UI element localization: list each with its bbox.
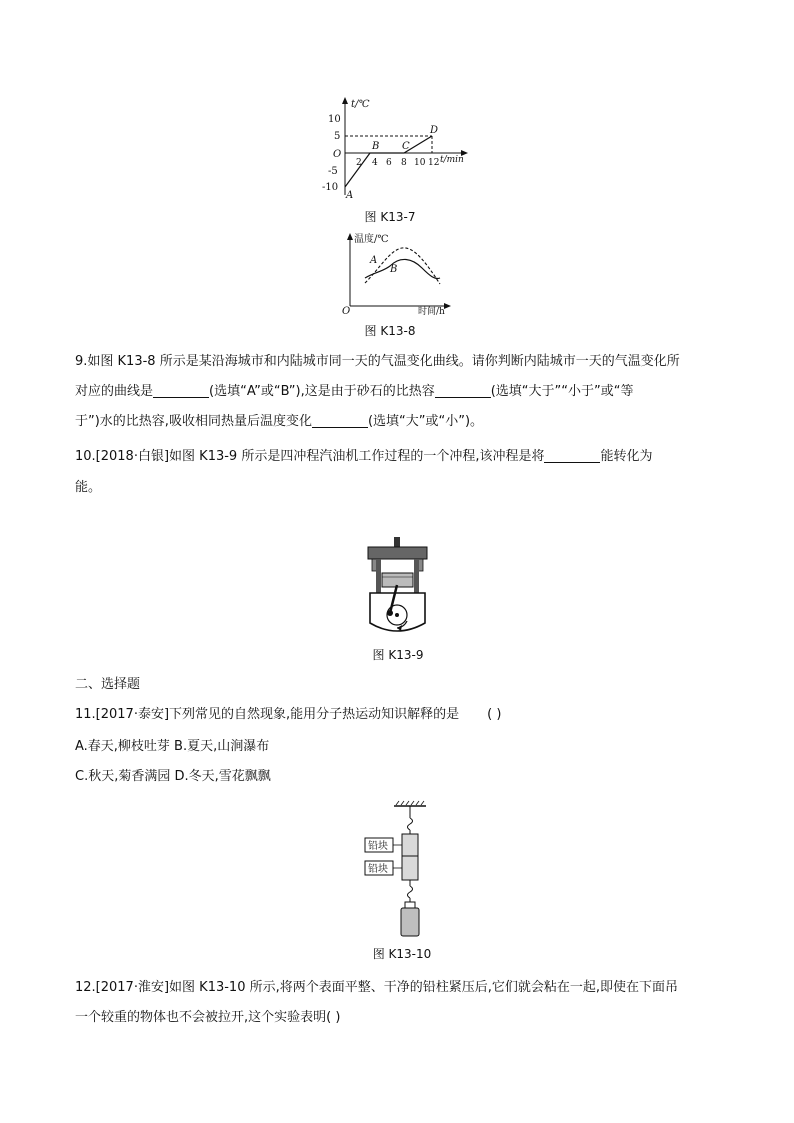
x-tick-label: 6 — [386, 158, 392, 168]
q9-text: (选填“大”或“小”)。 — [367, 414, 484, 429]
figure-k13-7 — [320, 95, 480, 205]
q10-line-1 — [75, 447, 652, 467]
x-tick-label: 12 — [428, 158, 440, 168]
y-axis-label: 温度/℃ — [354, 234, 389, 245]
q10-text: 能转化为 — [600, 449, 653, 464]
answer-paren[interactable]: ( ) — [487, 707, 502, 722]
q12-line-1: 12.[2017·淮安]如图 K13-10 所示,将两个表面平整、干净的铅柱紧压后,它们就会粘在一起,即使在下面吊 — [75, 980, 678, 995]
y-tick-label: O — [333, 149, 342, 160]
figure-k13-10-lead-blocks — [360, 800, 440, 940]
figure-k13-9-engine — [360, 535, 435, 640]
figure-k13-10-caption: 图 K13-10 — [372, 947, 432, 961]
y-axis-label: t/℃ — [351, 99, 370, 110]
q10-line-2: 能。 — [75, 480, 102, 495]
q9-text: (选填“A”或“B”),这是由于砂石的比热容 — [209, 384, 435, 399]
lead-block-label: 铅块 — [368, 841, 388, 852]
answer-blank[interactable] — [312, 413, 368, 428]
point-label-d: D — [430, 125, 439, 136]
q9-line-1: 9.如图 K13-8 所示是某沿海城市和内陆城市同一天的气温变化曲线。请你判断内陆城市一天的气温变化所 — [75, 354, 680, 369]
q9-text: 对应的曲线是 — [75, 384, 154, 399]
q9-line-3 — [75, 412, 483, 432]
figure-k13-8-caption: 图 K13-8 — [364, 324, 416, 338]
curve-label-b: B — [390, 264, 398, 275]
q11-text: 11.[2017·泰安]下列常见的自然现象,能用分子热运动知识解释的是 — [75, 707, 460, 722]
curve-label-a: A — [370, 255, 378, 266]
q9-text: 于”)水的比热容,吸收相同热量后温度变化 — [75, 414, 312, 429]
x-axis-label: 时间/h — [418, 307, 445, 316]
answer-blank[interactable] — [435, 383, 491, 398]
point-label-b: B — [372, 141, 380, 152]
origin-label: O — [342, 306, 351, 316]
figure-k13-8 — [340, 228, 455, 316]
x-axis-label: t/min — [440, 155, 464, 165]
q12-line-2: 一个较重的物体也不会被拉开,这个实验表明( ) — [75, 1010, 341, 1025]
x-tick-label: 10 — [414, 158, 426, 168]
lead-block-label: 铅块 — [368, 864, 388, 875]
answer-blank[interactable] — [153, 383, 209, 398]
y-tick-label: 5 — [334, 131, 341, 142]
y-tick-label: -5 — [328, 166, 338, 177]
q11-stem — [75, 705, 501, 725]
point-label-a: A — [346, 190, 354, 201]
x-tick-label: 8 — [401, 158, 407, 168]
x-tick-label: 4 — [372, 158, 378, 168]
q9-text: (选填“大于”“小于”或“等 — [490, 384, 634, 399]
q9-line-2 — [75, 382, 633, 402]
section-title: 二、选择题 — [75, 677, 141, 692]
q11-options-ab: A.春天,柳枝吐芽 B.夏天,山涧瀑布 — [75, 739, 270, 754]
x-tick-label: 2 — [356, 158, 362, 168]
q11-options-cd: C.秋天,菊香满园 D.冬天,雪花飘飘 — [75, 769, 271, 784]
q10-text: 10.[2018·白银]如图 K13-9 所示是四冲程汽油机工作过程的一个冲程,该冲程是将 — [75, 449, 545, 464]
y-tick-label: 10 — [328, 114, 341, 125]
y-tick-label: -10 — [322, 182, 339, 193]
point-label-c: C — [402, 141, 410, 152]
answer-blank[interactable] — [544, 448, 600, 463]
figure-k13-9-caption: 图 K13-9 — [372, 648, 424, 662]
figure-k13-7-caption: 图 K13-7 — [364, 210, 416, 224]
